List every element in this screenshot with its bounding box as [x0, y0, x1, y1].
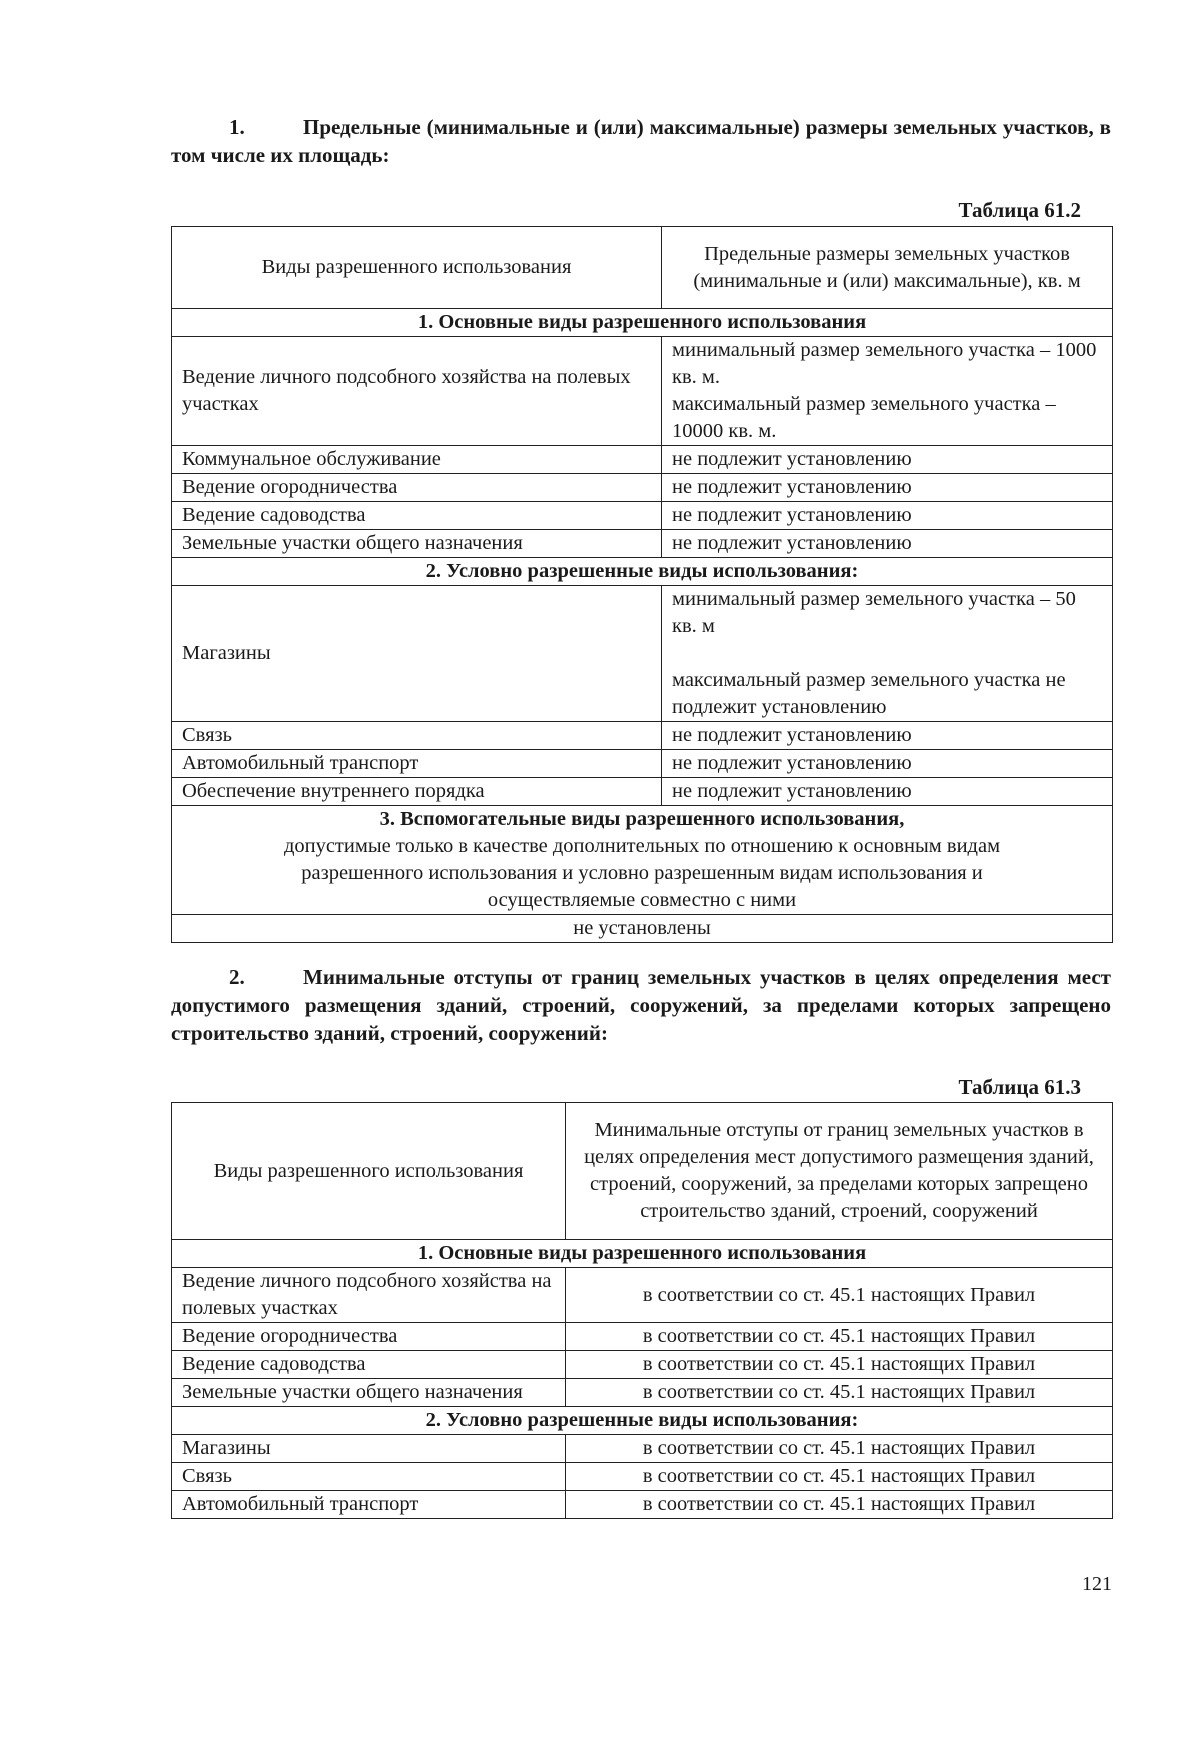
table-row: [172, 337, 1113, 446]
table-row: [172, 1491, 1113, 1519]
use-cell: Обеспечение внутреннего порядка: [172, 778, 662, 806]
table-61-3-caption: Таблица 61.3: [958, 1075, 1081, 1099]
col-header-setbacks: Минимальные отступы от границ земельных участков в целях определения мест допустимого размещения зданий, строений, сооружений, за пределами которых запрещено строительство зданий, строений, сооружений: [566, 1103, 1113, 1240]
group-row: [172, 558, 1113, 586]
value-cell: в соответствии со ст. 45.1 настоящих Правил: [566, 1491, 1113, 1519]
table-row: [172, 1435, 1113, 1463]
table-row: [172, 1379, 1113, 1407]
value-cell: не подлежит установлению: [662, 446, 1113, 474]
table-row: [172, 1323, 1113, 1351]
group-2-title: 2. Условно разрешенные виды использования:: [172, 558, 1113, 586]
use-cell: Автомобильный транспорт: [172, 750, 662, 778]
value-max: максимальный размер земельного участка не подлежит установлению: [672, 669, 1066, 718]
table-row: [172, 1268, 1113, 1323]
value-min: минимальный размер земельного участка – 1000 кв. м.: [672, 339, 1097, 388]
table-row: [172, 915, 1113, 943]
use-cell: Автомобильный транспорт: [172, 1491, 566, 1519]
col-header-uses: Виды разрешенного использования: [172, 227, 662, 309]
use-cell: Связь: [172, 1463, 566, 1491]
value-cell: в соответствии со ст. 45.1 настоящих Правил: [566, 1379, 1113, 1407]
group-3-title: 3. Вспомогательные виды разрешенного использования,: [379, 808, 905, 830]
value-cell: не подлежит установлению: [662, 778, 1113, 806]
table-row: [172, 1463, 1113, 1491]
use-cell: Ведение огородничества: [172, 474, 662, 502]
use-cell: Магазины: [172, 1435, 566, 1463]
section-2-heading: [171, 963, 1111, 1047]
use-cell: Ведение садоводства: [172, 502, 662, 530]
col-header-sizes: Предельные размеры земельных участков (минимальные и (или) максимальные), кв. м: [662, 227, 1113, 309]
table-row: [172, 750, 1113, 778]
table-61-2: [171, 226, 1113, 943]
group-3-value: не установлены: [172, 915, 1113, 943]
section-1-heading: [171, 113, 1111, 169]
table-row: [172, 502, 1113, 530]
value-cell: в соответствии со ст. 45.1 настоящих Правил: [566, 1463, 1113, 1491]
table-row: [172, 778, 1113, 806]
section-1-text: Предельные (минимальные и (или) максимальные) размеры земельных участков, в том числе их площадь:: [171, 115, 1111, 167]
value-cell: в соответствии со ст. 45.1 настоящих Правил: [566, 1268, 1113, 1323]
section-2-number: 2.: [229, 965, 245, 989]
table-row: [172, 586, 1113, 722]
use-cell: Земельные участки общего назначения: [172, 530, 662, 558]
page-number: 121: [1082, 1573, 1112, 1595]
group-1-title: 1. Основные виды разрешенного использования: [172, 1240, 1113, 1268]
use-cell: Коммунальное обслуживание: [172, 446, 662, 474]
value-cell: не подлежит установлению: [662, 530, 1113, 558]
table-61-3: [171, 1102, 1113, 1519]
table-row: [172, 722, 1113, 750]
use-cell: Ведение огородничества: [172, 1323, 566, 1351]
table-row: [172, 1351, 1113, 1379]
group-row: [172, 1407, 1113, 1435]
value-cell: не подлежит установлению: [662, 502, 1113, 530]
value-cell: в соответствии со ст. 45.1 настоящих Правил: [566, 1351, 1113, 1379]
use-cell: Ведение личного подсобного хозяйства на полевых участках: [172, 1268, 566, 1323]
use-cell: Связь: [172, 722, 662, 750]
group-row: [172, 1240, 1113, 1268]
value-cell: не подлежит установлению: [662, 750, 1113, 778]
spacer: [672, 640, 1102, 667]
value-max: максимальный размер земельного участка – 10000 кв. м.: [672, 393, 1056, 442]
section-2-text: Минимальные отступы от границ земельных участков в целях определения мест допустимого размещения зданий, строений, сооружений, за пределами которых запрещено строительство зданий, строений, сооружений:: [171, 965, 1111, 1045]
col-header-uses: Виды разрешенного использования: [172, 1103, 566, 1240]
group-3-subtitle: допустимые только в качестве дополнительных по отношению к основным видам разрешенного использования и условно разрешенным видам использования и осуществляемые совместно с ними: [283, 835, 1001, 911]
value-min: минимальный размер земельного участка – 50 кв. м: [672, 588, 1076, 637]
use-cell: Земельные участки общего назначения: [172, 1379, 566, 1407]
group-1-title: 1. Основные виды разрешенного использования: [172, 309, 1113, 337]
table-row: [172, 446, 1113, 474]
table-row: [172, 474, 1113, 502]
table-row: [172, 530, 1113, 558]
group-2-title: 2. Условно разрешенные виды использования:: [172, 1407, 1113, 1435]
value-cell: в соответствии со ст. 45.1 настоящих Правил: [566, 1435, 1113, 1463]
table-header-row: [172, 1103, 1113, 1240]
table-61-2-caption: Таблица 61.2: [958, 198, 1081, 222]
value-cell: [662, 337, 1113, 446]
section-1-number: 1.: [229, 115, 245, 139]
value-cell: не подлежит установлению: [662, 722, 1113, 750]
value-cell: [662, 586, 1113, 722]
group-3-header: [172, 806, 1113, 915]
use-cell: Ведение садоводства: [172, 1351, 566, 1379]
value-cell: в соответствии со ст. 45.1 настоящих Правил: [566, 1323, 1113, 1351]
use-cell: Ведение личного подсобного хозяйства на полевых участках: [172, 337, 662, 446]
table-header-row: [172, 227, 1113, 309]
value-cell: не подлежит установлению: [662, 474, 1113, 502]
use-cell: Магазины: [172, 586, 662, 722]
group-row: [172, 806, 1113, 915]
group-row: [172, 309, 1113, 337]
